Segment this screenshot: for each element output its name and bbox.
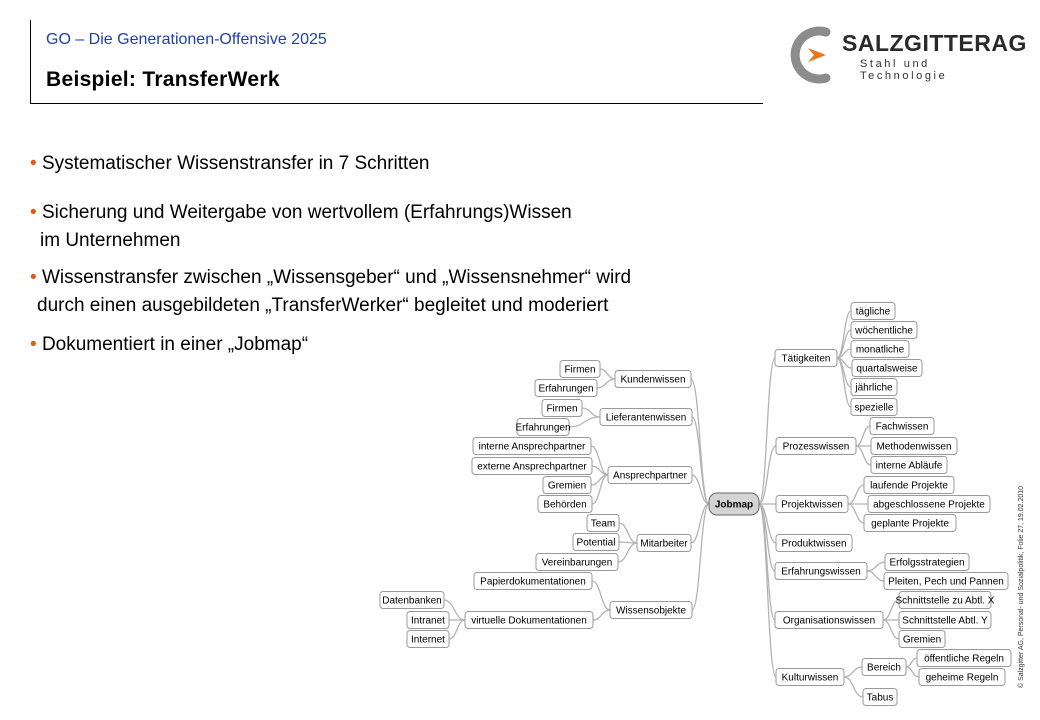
bullet-2-text-cont: im Unternehmen xyxy=(40,230,181,251)
mindmap-node-behoerden xyxy=(538,496,592,513)
svg-text:wöchentliche: wöchentliche xyxy=(855,325,913,337)
mindmap-node-schnittstelle-abtl-y xyxy=(899,612,991,629)
svg-text:Intranet: Intranet xyxy=(411,615,445,627)
svg-text:Tabus: Tabus xyxy=(866,692,894,704)
mindmap-connector xyxy=(592,581,610,610)
mindmap-node-taegliche xyxy=(851,303,895,320)
mindmap-node-lieferantenwissen xyxy=(600,409,692,426)
svg-text:öffentliche Regeln: öffentliche Regeln xyxy=(924,653,1004,665)
svg-text:laufende Projekte: laufende Projekte xyxy=(870,480,948,492)
mindmap-connector xyxy=(837,311,851,358)
slide-title: Beispiel: TransferWerk xyxy=(46,68,280,91)
svg-text:Bereich: Bereich xyxy=(867,662,901,674)
bullet-1: • Systematischer Wissenstransfer in 7 Schritten xyxy=(30,153,430,174)
mindmap-connector xyxy=(691,379,709,504)
mindmap-connector xyxy=(867,562,885,571)
svg-text:geheime Regeln: geheime Regeln xyxy=(925,672,999,684)
svg-text:Firmen: Firmen xyxy=(564,364,596,376)
mindmap-node-methodenwissen xyxy=(871,438,957,455)
bullet-3: • Wissenstransfer zwischen „Wissensgeber“ und „Wissensnehmer“ wird durch einen ausgebildeten „TransferWerker“ begleitet und moderiert xyxy=(30,267,632,316)
mindmap-node-schnittstelle-zu-abtl-x xyxy=(896,592,995,609)
mindmap-node-kulturwissen xyxy=(776,669,844,686)
mindmap-node-externe-ansprechpartner xyxy=(472,458,592,475)
svg-text:Papierdokumentationen: Papierdokumentationen xyxy=(480,576,586,588)
mindmap-node-organisationswissen xyxy=(775,612,883,629)
svg-text:interne Abläufe: interne Abläufe xyxy=(875,460,943,472)
mindmap-connector xyxy=(449,620,465,639)
svg-text:Ansprechpartner: Ansprechpartner xyxy=(613,470,687,482)
mindmap-node-projektwissen xyxy=(776,496,848,513)
mindmap-connector xyxy=(597,379,615,388)
mindmap-node-interne-ablaeufe xyxy=(871,457,947,474)
copyright-note: © Salzgitter AG, Personal- und Sozialpolitik, Folie 27, 19.02.2010 xyxy=(1018,485,1025,688)
svg-text:Jobmap: Jobmap xyxy=(714,499,754,511)
svg-text:jährliche: jährliche xyxy=(855,382,893,394)
mindmap-node-oeffentliche-regeln xyxy=(917,650,1011,667)
svg-text:Methodenwissen: Methodenwissen xyxy=(876,441,952,453)
mindmap-node-erfahrungen xyxy=(515,419,570,436)
mindmap-node-prozesswissen xyxy=(776,438,856,455)
svg-text:Schnittstelle zu Abtl. X: Schnittstelle zu Abtl. X xyxy=(895,595,995,607)
mindmap-connector xyxy=(848,485,864,504)
mindmap-node-potential xyxy=(573,534,619,551)
svg-text:virtuelle Dokumentationen: virtuelle Dokumentationen xyxy=(471,615,587,627)
mindmap-connector xyxy=(844,667,862,677)
mindmap-node-kundenwissen xyxy=(615,371,691,388)
mindmap-connector xyxy=(759,504,776,677)
svg-text:Lieferantenwissen: Lieferantenwissen xyxy=(605,412,687,424)
svg-text:Erfolgsstrategien: Erfolgsstrategien xyxy=(889,557,965,569)
svg-text:Kulturwissen: Kulturwissen xyxy=(781,672,839,684)
svg-text:Behörden: Behörden xyxy=(543,499,587,511)
bullet-2-text: Sicherung und Weitergabe von wertvollem (Erfahrungs)Wissen xyxy=(41,202,572,223)
mindmap-node-mitarbeiter xyxy=(637,535,691,552)
mindmap-node-papierdokumentationen xyxy=(474,573,592,590)
mindmap-node-virtuelle-dokumentationen xyxy=(465,612,593,629)
mindmap-connector xyxy=(856,446,871,465)
mindmap-connector xyxy=(619,523,637,543)
mindmap-node-pleiten-pech-und-pannen xyxy=(884,573,1008,590)
svg-text:Wissensobjekte: Wissensobjekte xyxy=(615,605,687,617)
svg-text:Team: Team xyxy=(590,518,616,530)
svg-text:Gremien: Gremien xyxy=(547,480,587,492)
mindmap-node-spezielle xyxy=(851,399,897,416)
svg-text:Erfahrungswissen: Erfahrungswissen xyxy=(781,566,861,578)
presentation-subtitle: GO – Die Generationen-Offensive 2025 xyxy=(46,31,327,48)
mindmap-node-wissensobjekte xyxy=(610,602,692,619)
svg-text:monatliche: monatliche xyxy=(855,344,905,356)
mindmap-node-produktwissen xyxy=(776,535,852,552)
mindmap-node-internet xyxy=(407,631,449,648)
mindmap-node-geplante-projekte xyxy=(864,515,956,532)
bullet-1-text: Systematischer Wissenstransfer in 7 Schritten xyxy=(41,153,430,174)
mindmap-node-erfolgsstrategien xyxy=(885,554,969,571)
svg-text:Internet: Internet xyxy=(411,634,445,646)
mindmap-node-intranet xyxy=(407,612,449,629)
svg-text:externe Ansprechpartner: externe Ansprechpartner xyxy=(477,461,587,473)
svg-text:Schnittstelle Abtl. Y: Schnittstelle Abtl. Y xyxy=(902,615,988,627)
svg-text:Erfahrungen: Erfahrungen xyxy=(538,383,594,395)
bullet-3-text-cont: durch einen ausgebildeten „TransferWerker“ begleitet und moderiert xyxy=(37,295,609,316)
svg-text:Datenbanken: Datenbanken xyxy=(382,595,442,607)
mindmap-node-gremien xyxy=(543,477,591,494)
svg-text:abgeschlossene Projekte: abgeschlossene Projekte xyxy=(873,499,985,511)
mindmap-node-jaehrliche xyxy=(851,379,897,396)
svg-text:quartalsweise: quartalsweise xyxy=(856,363,918,375)
svg-text:tägliche: tägliche xyxy=(855,306,891,318)
svg-text:Vereinbarungen: Vereinbarungen xyxy=(541,557,613,569)
svg-text:Mitarbeiter: Mitarbeiter xyxy=(640,538,688,550)
mindmap-node-taetigkeiten xyxy=(775,350,837,367)
bullet-2: • Sicherung und Weitergabe von wertvollem (Erfahrungs)Wissen im Unternehmen xyxy=(30,202,572,251)
svg-text:Kundenwissen: Kundenwissen xyxy=(620,374,686,386)
mindmap-connector xyxy=(906,658,917,667)
mindmap-node-firmen xyxy=(560,361,600,378)
mindmap-node-laufende-projekte xyxy=(864,477,954,494)
mindmap-connector xyxy=(867,571,884,581)
mindmap-node-woechentliche xyxy=(851,322,917,339)
mindmap-connector xyxy=(856,426,870,446)
svg-text:Prozesswissen: Prozesswissen xyxy=(782,441,850,453)
mindmap-connector xyxy=(848,504,864,523)
mindmap-node-erfahrungen xyxy=(535,380,597,397)
svg-text:Pleiten, Pech und Pannen: Pleiten, Pech und Pannen xyxy=(888,576,1004,588)
mindmap-node-interne-ansprechpartner xyxy=(473,438,591,455)
svg-text:geplante Projekte: geplante Projekte xyxy=(871,518,949,530)
svg-text:Gremien: Gremien xyxy=(902,634,942,646)
mindmap-connector xyxy=(844,677,863,697)
logo-tagline: Stahl und Technologie xyxy=(860,58,948,82)
svg-text:Potential: Potential xyxy=(576,537,616,549)
bullet-3-text: Wissenstransfer zwischen „Wissensgeber“ und „Wissensnehmer“ wird xyxy=(41,267,632,288)
mindmap-connector xyxy=(618,543,637,562)
svg-text:Fachwissen: Fachwissen xyxy=(875,421,929,433)
mindmap-node-firmen xyxy=(542,400,582,417)
mindmap-node-bereich xyxy=(862,659,906,676)
mindmap-node-geheime-regeln xyxy=(919,669,1005,686)
svg-text:Projektwissen: Projektwissen xyxy=(781,499,843,511)
svg-text:Erfahrungen: Erfahrungen xyxy=(515,422,571,434)
mindmap-node-quartalsweise xyxy=(852,360,922,377)
mindmap-node-datenbanken xyxy=(380,592,444,609)
mindmap-node-jobmap xyxy=(709,493,759,515)
svg-text:Produktwissen: Produktwissen xyxy=(781,538,847,550)
bullet-4: • Dokumentiert in einer „Jobmap“ xyxy=(30,334,309,355)
mindmap-connector xyxy=(906,667,919,677)
mindmap-node-fachwissen xyxy=(870,418,934,435)
mindmap-connector xyxy=(582,408,600,417)
svg-text:Organisationswissen: Organisationswissen xyxy=(782,615,876,627)
mindmap-connector xyxy=(837,358,851,407)
mindmap-node-gremien xyxy=(899,631,945,648)
mindmap-connector xyxy=(593,610,610,620)
mindmap-node-erfahrungswissen xyxy=(775,563,867,580)
mindmap-node-abgeschlossene-projekte xyxy=(868,496,990,513)
mindmap-node-team xyxy=(587,515,619,532)
mindmap-node-tabus xyxy=(863,689,897,706)
mindmap-node-vereinbarungen xyxy=(536,554,618,571)
mindmap-connector xyxy=(569,417,600,427)
logo-wordmark: SALZGITTERAG xyxy=(842,30,1027,56)
mindmap-connector xyxy=(883,620,899,639)
mindmap-node-monatliche xyxy=(851,341,909,358)
bullet-4-text: Dokumentiert in einer „Jobmap“ xyxy=(41,334,309,355)
svg-text:interne Ansprechpartner: interne Ansprechpartner xyxy=(478,441,586,453)
svg-text:Tätigkeiten: Tätigkeiten xyxy=(781,353,831,365)
mindmap-connector xyxy=(600,369,615,379)
svg-text:Firmen: Firmen xyxy=(546,403,578,415)
mindmap-node-ansprechpartner xyxy=(608,467,692,484)
svg-text:spezielle: spezielle xyxy=(854,402,894,414)
